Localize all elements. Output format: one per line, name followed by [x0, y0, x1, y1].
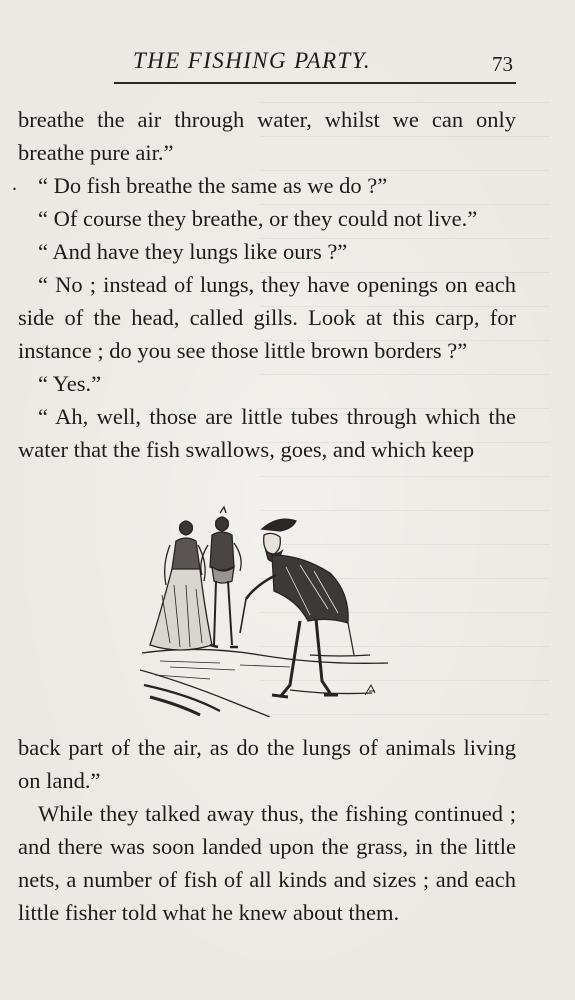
paragraph: back part of the air, as do the lungs of animals living on land.” [18, 735, 516, 793]
text-block-top [18, 103, 516, 466]
paragraph: “ Yes.” [38, 371, 102, 396]
engraving-fisherman-and-children-icon [140, 505, 390, 717]
stray-mark: . [12, 173, 17, 195]
text-block-bottom [18, 731, 516, 929]
paragraph: “ Of course they breathe, or they could not live.” [38, 206, 478, 231]
paragraph: “ Do fish breathe the same as we do ?” [38, 173, 388, 198]
page-header [18, 44, 518, 84]
paragraph: “ Ah, well, those are little tubes through which the water that the fish swallows, goes, and which keep [18, 404, 516, 462]
paragraph: While they talked away thus, the fishing continued ; and there was soon landed upon the grass, in the little nets, a number of fish of all kinds and sizes ; and each little fisher told what he knew about them. [18, 801, 516, 925]
paragraph: “ No ; instead of lungs, they have openings on each side of the head, called gills. Look at this carp, for instance ; do you see those little brown borders ?” [18, 272, 516, 363]
running-title: THE FISHING PARTY. [133, 48, 371, 73]
page-number: 73 [492, 52, 513, 76]
illustration-svg [140, 505, 390, 717]
paragraph: “ And have they lungs like ours ?” [38, 239, 348, 264]
paragraph: breathe the air through water, whilst we can only breathe pure air.” [18, 107, 516, 165]
header-rule [114, 82, 516, 84]
